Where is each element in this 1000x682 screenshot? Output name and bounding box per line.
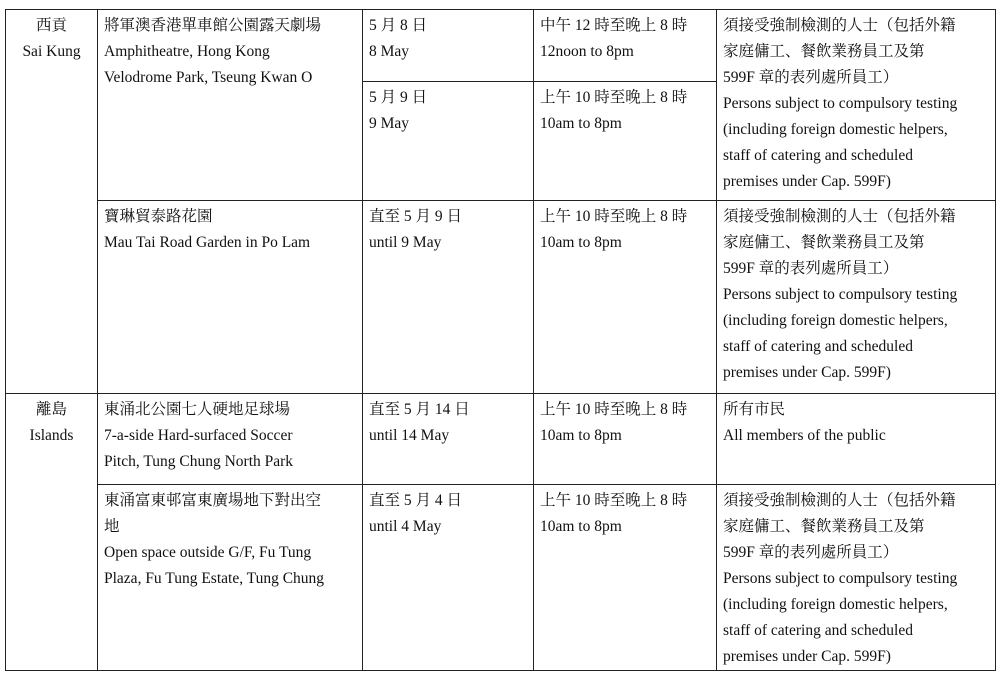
date-en: 9 May [369, 115, 410, 132]
target-group-en: All members of the public [723, 427, 886, 444]
date-en: until 4 May [369, 518, 442, 535]
venue-cell [98, 394, 363, 485]
venue-name-zh: 寶琳貿泰路花園 [104, 208, 213, 225]
testing-centres-table [5, 9, 996, 671]
date-zh: 5 月 9 日 [369, 89, 428, 106]
target-group-en: Persons subject to compulsory testing (including foreign domestic helpers, staff of catering and scheduled premises under Cap. 599F) [723, 286, 958, 381]
time-en: 10am to 8pm [540, 234, 622, 251]
time-cell [534, 201, 717, 394]
venue-name-zh: 東涌北公園七人硬地足球場 [104, 401, 291, 418]
venue-name-en: Mau Tai Road Garden in Po Lam [104, 234, 311, 251]
table-row [6, 10, 996, 82]
table-row [6, 485, 996, 671]
target-group-zh: 所有市民 [723, 401, 786, 418]
date-en: until 9 May [369, 234, 442, 251]
district-cell [6, 394, 98, 671]
time-cell [534, 485, 717, 671]
target-group-zh: 須接受強制檢測的人士（包括外籍 家庭傭工、餐飲業務員工及第 599F 章的表列處所員工） [723, 17, 956, 86]
date-cell [363, 485, 534, 671]
table-row [6, 201, 996, 394]
target-group-cell [717, 485, 996, 671]
time-zh: 中午 12 時至晚上 8 時 [540, 17, 688, 34]
table-row [6, 394, 996, 485]
date-zh: 直至 5 月 14 日 [369, 401, 470, 418]
date-zh: 直至 5 月 9 日 [369, 208, 463, 225]
venue-name-en: Amphitheatre, Hong Kong Velodrome Park, Tseung Kwan O [104, 43, 313, 86]
time-en: 10am to 8pm [540, 518, 622, 535]
venue-cell [98, 485, 363, 671]
time-en: 12noon to 8pm [540, 43, 634, 60]
target-group-en: Persons subject to compulsory testing (including foreign domestic helpers, staff of catering and scheduled premises under Cap. 599F) [723, 570, 958, 665]
venue-cell [98, 10, 363, 201]
target-group-cell [717, 201, 996, 394]
target-group-en: Persons subject to compulsory testing (including foreign domestic helpers, staff of catering and scheduled premises under Cap. 599F) [723, 95, 958, 190]
date-cell [363, 201, 534, 394]
target-group-cell [717, 10, 996, 201]
time-cell [534, 82, 717, 201]
venue-name-zh: 將軍澳香港單車館公園露天劇場 [104, 17, 322, 34]
target-group-zh: 須接受強制檢測的人士（包括外籍 家庭傭工、餐飲業務員工及第 599F 章的表列處所員工） [723, 492, 956, 561]
date-en: 8 May [369, 43, 410, 60]
venue-name-en: 7-a-side Hard-surfaced Soccer Pitch, Tung Chung North Park [104, 427, 294, 470]
district-name-en: Islands [29, 427, 74, 444]
time-zh: 上午 10 時至晚上 8 時 [540, 401, 688, 418]
date-cell [363, 82, 534, 201]
date-en: until 14 May [369, 427, 450, 444]
target-group-zh: 須接受強制檢測的人士（包括外籍 家庭傭工、餐飲業務員工及第 599F 章的表列處所員工） [723, 208, 956, 277]
venue-cell [98, 201, 363, 394]
date-cell [363, 394, 534, 485]
time-cell [534, 10, 717, 82]
date-zh: 5 月 8 日 [369, 17, 428, 34]
time-en: 10am to 8pm [540, 427, 622, 444]
date-cell [363, 10, 534, 82]
venue-name-en: Open space outside G/F, Fu Tung Plaza, Fu Tung Estate, Tung Chung [104, 544, 325, 587]
district-cell [6, 10, 98, 394]
district-name-zh: 離島 [35, 401, 67, 418]
time-zh: 上午 10 時至晚上 8 時 [540, 492, 688, 509]
time-zh: 上午 10 時至晚上 8 時 [540, 89, 688, 106]
target-group-cell [717, 394, 996, 485]
date-zh: 直至 5 月 4 日 [369, 492, 463, 509]
district-name-zh: 西貢 [35, 17, 67, 34]
time-zh: 上午 10 時至晚上 8 時 [540, 208, 688, 225]
venue-name-zh: 東涌富東邨富東廣場地下對出空 地 [104, 492, 322, 535]
time-en: 10am to 8pm [540, 115, 622, 132]
district-name-en: Sai Kung [22, 43, 81, 60]
time-cell [534, 394, 717, 485]
